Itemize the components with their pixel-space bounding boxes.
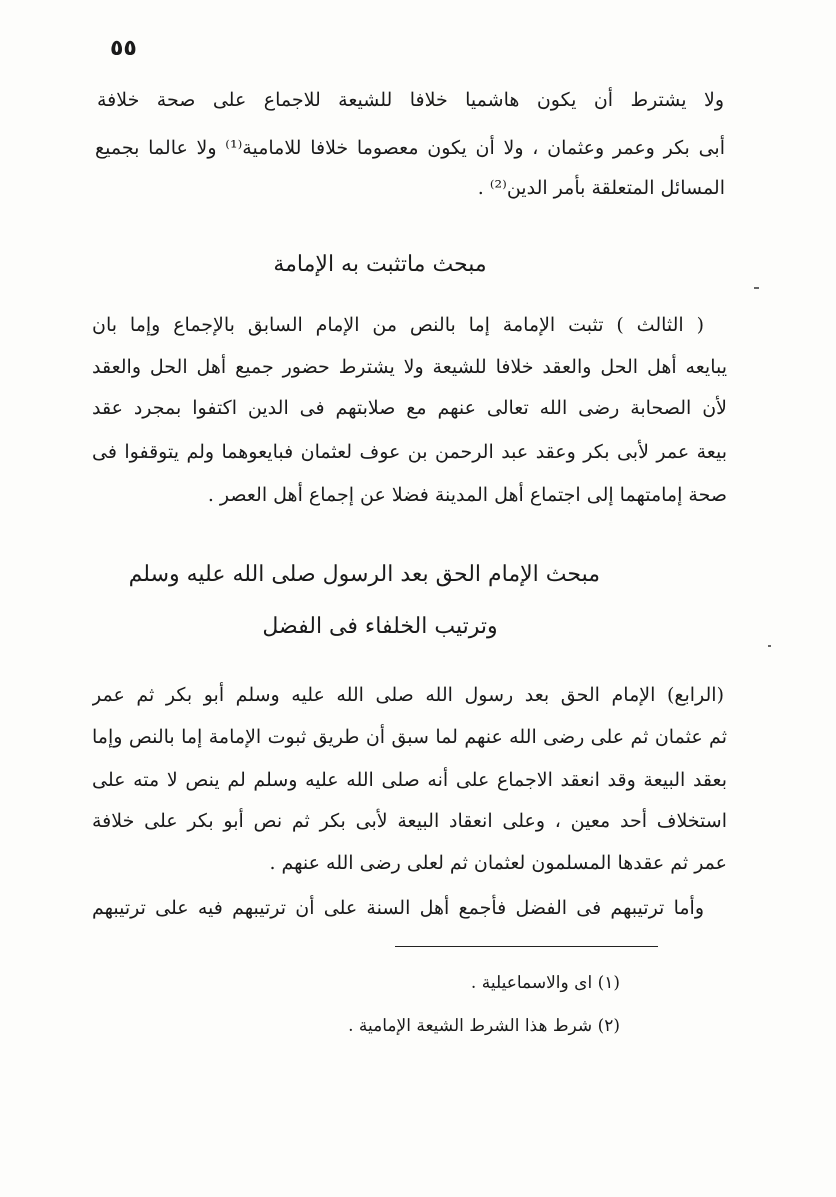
paragraph-1-line-3: المسائل المتعلقة بأمر الدين⁽²⁾ .	[477, 177, 725, 199]
paragraph-3-line-5: عمر ثم عقدها المسلمون لعثمان ثم لعلى رضى الله عنهم .	[269, 852, 727, 874]
paragraph-2-line-2: يبايعه أهل الحل والعقد خلافا للشيعة ولا يشترط حضور جميع أهل الحل والعقد	[92, 356, 727, 378]
paragraph-4-line-1: وأما ترتيبهم فى الفضل فأجمع أهل السنة على أن ترتيبهم فيه على ترتيبهم	[92, 897, 704, 919]
paragraph-1-line-1: ولا يشترط أن يكون هاشميا خلافا للشيعة للاجماع على صحة خلافة	[97, 89, 724, 111]
page-number: ٥٥	[110, 36, 137, 61]
section-heading-imamah: مبحث ماتثبت به الإمامة	[273, 252, 487, 277]
footnote-2: (٢) شرط هذا الشرط الشيعة الإمامية .	[348, 1016, 620, 1036]
section-heading-rightful-imam: مبحث الإمام الحق بعد الرسول صلى الله عليه وسلم	[128, 562, 600, 587]
paragraph-2-line-1: ( الثالث ) تثبت الإمامة إما بالنص من الإمام السابق بالإجماع وإما بان	[92, 314, 704, 336]
paragraph-1-line-2: أبى بكر وعمر وعثمان ، ولا أن يكون معصوما خلافا للامامية⁽¹⁾ ولا عالما بجميع	[95, 137, 725, 159]
footnote-divider	[395, 946, 658, 947]
scan-speck	[754, 287, 759, 289]
paragraph-3-line-3: بعقد البيعة وقد انعقد الاجماع على أنه صلى الله عليه وسلم لم ينص لا مته على	[92, 769, 727, 791]
paragraph-2-line-5: صحة إمامتهما إلى اجتماع أهل المدينة فضلا عن إجماع أهل العصر .	[207, 484, 727, 506]
paragraph-3-line-4: استخلاف أحد معين ، وعلى انعقاد البيعة لأبى بكر ثم نص أبو بكر على خلافة	[92, 810, 727, 832]
paragraph-3-line-1: (الرابع) الإمام الحق بعد رسول الله صلى الله عليه وسلم أبو بكر ثم عمر	[92, 684, 724, 706]
footnote-1: (١) اى والاسماعيلية .	[470, 973, 620, 993]
scan-speck	[768, 645, 771, 647]
paragraph-3-line-2: ثم عثمان ثم على رضى الله عنهم لما سبق أن طريق ثبوت الإمامة إما بالنص وإما	[92, 726, 727, 748]
paragraph-2-line-4: بيعة عمر لأبى بكر وعقد عبد الرحمن بن عوف لعثمان فبايعوهما ولم يتوقفوا فى	[92, 441, 727, 463]
paragraph-2-line-3: لأن الصحابة رضى الله تعالى عنهم مع صلابتهم فى الدين اكتفوا بمجرد عقد	[92, 397, 727, 419]
section-subheading-caliphs-order: وترتيب الخلفاء فى الفضل	[262, 614, 498, 639]
